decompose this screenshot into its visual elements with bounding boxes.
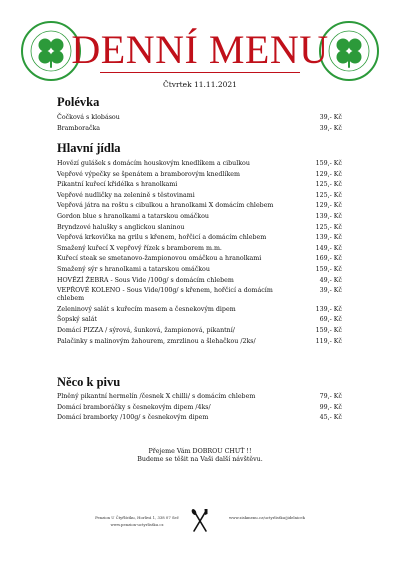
- soup-list: [57, 113, 342, 134]
- list-item: Hovězí gulášek s domácím houskovým knedlíkem a cibulkou 159,- Kč: [57, 160, 342, 167]
- list-item: HOVĚZÍ ŽEBRA - Sous Vide /100g/ s domácím chlebem 49,- Kč: [57, 276, 342, 284]
- footer-web-left[interactable]: www.penzion-uctyrlistku.cz: [110, 521, 164, 527]
- list-item: VEPŘOVÉ KOLENO - Sous Vide/100g/ s křenem, hořčicí a domácím chlebem 39,- Kč: [57, 287, 342, 303]
- list-item: Plněný pikantní hermelín /česnek X chilli/ s domácím chlebem 79,- Kč: [57, 393, 342, 400]
- footer-address: Penzion U Čtyřlístku, Horlivá 1, 338 07 Seč: [95, 515, 179, 520]
- page-title: DENNÍ MENU: [71, 27, 329, 72]
- list-item: Palačinky s malinovým žahourem, zmrzlinou a šlehačkou /2ks/ 119,- Kč: [57, 337, 342, 345]
- section-heading-beer-snacks: Něco k pivu: [57, 375, 121, 389]
- beer-snacks-list: [57, 392, 342, 424]
- cutlery-icon: [190, 508, 210, 534]
- list-item: Vepřové výpečky se špenátem a bramborovým knedlíkem 129,- Kč: [57, 170, 342, 178]
- list-item: Domácí bramboráčky s česnekovým dipem /4ks/ 99,- Kč: [57, 403, 342, 411]
- footer-left: [82, 515, 192, 528]
- list-item: Vepřové nudličky na zelenině s těstovinami 125,- Kč: [57, 191, 342, 199]
- closing-line-1: Přejeme Vám DOBROU CHUŤ !!: [148, 448, 252, 455]
- footer-right: [217, 515, 317, 522]
- list-item: Smažený sýr s hranolkami a tatarskou omáčkou 159,- Kč: [57, 265, 342, 273]
- section-heading-mains: Hlavní jídla: [57, 141, 121, 155]
- list-item: Čočková s klobásou 39,- Kč: [57, 114, 342, 121]
- list-item: Bramboračka 39,- Kč: [57, 124, 342, 132]
- closing-message: [0, 448, 400, 464]
- menu-date: Čtvrtek 11.11.2021: [163, 80, 237, 89]
- closing-line-2: Budeme se těšit na Vaši další návštěvu.: [137, 456, 263, 463]
- list-item: Vepřová játra na roštu s cibulkou a hranolkami X domácím chlebem 129,- Kč: [57, 202, 342, 210]
- list-item: Zeleninový salát s kuřecím masem a česnekovým dipem 139,- Kč: [57, 305, 342, 313]
- title-underline: [100, 72, 300, 73]
- list-item: Vepřová krkovička na grilu s křenem, hořčicí a domácím chlebem 139,- Kč: [57, 234, 342, 242]
- footer: [0, 508, 400, 538]
- list-item: Pikantní kuřecí křidélka s hranolkami 125,- Kč: [57, 181, 342, 189]
- list-item: Kuřecí steak se smetanovo-žampionovou omáčkou a hranolkami 169,- Kč: [57, 255, 342, 263]
- mains-list: [57, 159, 342, 347]
- list-item: Smažený kuřecí X vepřový řízek s bramborem m.m. 149,- Kč: [57, 244, 342, 252]
- list-item: Gordon blue s hranolkami a tatarskou omáčkou 139,- Kč: [57, 212, 342, 220]
- section-heading-soup: Polévka: [57, 95, 100, 109]
- list-item: Bryndzové halušky s anglickou slaninou 125,- Kč: [57, 223, 342, 231]
- list-item: Domácí PIZZA / sýrová, šunková, žampionová, pikantní/ 159,- Kč: [57, 326, 342, 334]
- list-item: Domácí bramborky /100g/ s česnekovým dipem 45,- Kč: [57, 414, 342, 422]
- footer-web-right[interactable]: www.ziskmenu.cz/uctyrlistku/jidelnicek: [229, 515, 305, 520]
- list-item: Šopský salát 69,- Kč: [57, 316, 342, 324]
